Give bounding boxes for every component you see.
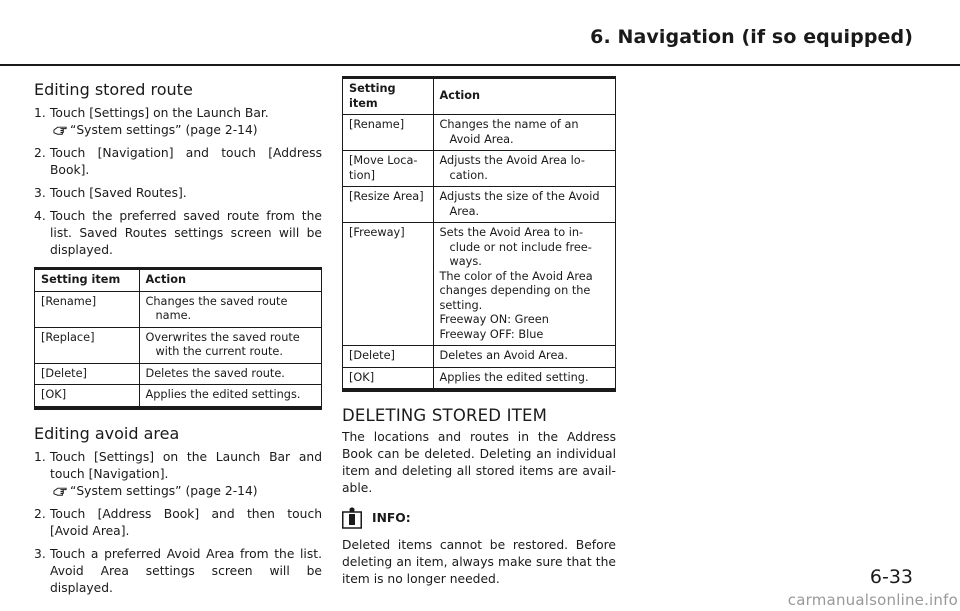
table-row <box>343 346 615 368</box>
action-note: Freeway ON: Green <box>439 313 549 326</box>
action-cell: Sets the Avoid Area to in- clude or not include free- ways. The color of the Avoid Area changes depending on the setting. Freeway ON: Green Freeway OFF: Blue <box>433 223 615 346</box>
action-cell: Changes the name of an Avoid Area. <box>433 115 615 151</box>
step-number: 1. <box>34 106 46 120</box>
table-header-row <box>35 270 321 291</box>
editing-route-steps <box>34 105 322 259</box>
info-callout <box>342 507 616 529</box>
list-item <box>34 546 322 597</box>
pointing-hand-icon <box>53 123 68 137</box>
list-item <box>34 145 322 179</box>
page-header <box>0 0 960 66</box>
page-number: 6-33 <box>869 566 913 588</box>
setting-item-cell: [Rename] <box>35 291 139 327</box>
setting-item-cell: [OK] <box>343 367 433 389</box>
action-cell: Applies the edited setting. <box>433 367 615 389</box>
section-heading-deleting: DELETING STORED ITEM <box>342 406 548 425</box>
table-row <box>343 187 615 223</box>
column-header-setting-item: Setting item <box>343 79 433 115</box>
action-cell: Deletes an Avoid Area. <box>433 346 615 368</box>
section-heading-editing-area: Editing avoid area <box>34 423 180 443</box>
action-cell: Deletes the saved route. <box>139 363 321 385</box>
setting-item-cell: [Delete] <box>343 346 433 368</box>
setting-item-cell: [Freeway] <box>343 223 433 346</box>
action-cell: Changes the saved route name. <box>139 291 321 327</box>
step-number: 3. <box>34 186 46 200</box>
avoid-area-settings-table <box>342 76 616 392</box>
table-row <box>343 367 615 389</box>
info-icon <box>342 507 362 529</box>
list-item <box>34 185 322 202</box>
setting-item-cell: [Resize Area] <box>343 187 433 223</box>
watermark: carmanualsonline.info <box>787 591 958 609</box>
reference-link[interactable] <box>50 483 322 500</box>
info-body-text: Deleted items cannot be restored. Before deleting an item, always make sure that the item is no longer needed. <box>342 538 616 586</box>
action-cell: Adjusts the Avoid Area lo- cation. <box>433 151 615 187</box>
column-header-action: Action <box>139 270 321 291</box>
header-rule <box>0 64 960 66</box>
setting-item-cell: [Move Loca- tion] <box>343 151 433 187</box>
action-note: Freeway OFF: Blue <box>439 327 544 341</box>
setting-item-cell: [Delete] <box>35 363 139 385</box>
table-row <box>35 363 321 385</box>
column-header-action: Action <box>433 79 615 115</box>
action-cell: Overwrites the saved route with the current route. <box>139 327 321 363</box>
step-number: 4. <box>34 209 46 223</box>
table-row <box>35 327 321 363</box>
step-number: 2. <box>34 506 46 521</box>
list-item <box>34 105 322 139</box>
left-column <box>34 76 322 603</box>
table-row <box>35 291 321 327</box>
step-text: Touch a preferred Avoid Area from the list. Avoid Area settings screen will be displayed. <box>50 546 322 595</box>
action-cell: Applies the edited settings. <box>139 385 321 407</box>
step-text: Touch [Address Book] and then touch [Avoid Area]. <box>50 506 322 538</box>
action-cell: Adjusts the size of the Avoid Area. <box>433 187 615 223</box>
table-row <box>35 385 321 407</box>
chapter-title: 6. Navigation (if so equipped) <box>590 26 913 48</box>
table-row <box>343 115 615 151</box>
setting-item-cell: [Replace] <box>35 327 139 363</box>
step-number: 2. <box>34 146 46 160</box>
step-text: Touch [Navigation] and touch [Address Book]. <box>50 146 322 177</box>
step-number: 3. <box>34 546 46 561</box>
reference-text: “System settings” (page 2-14) <box>70 483 258 498</box>
action-note: The color of the Avoid Area changes depending on the setting. <box>439 269 593 312</box>
pointing-hand-icon <box>53 484 68 498</box>
reference-text: “System settings” (page 2-14) <box>70 123 258 137</box>
table-row <box>343 151 615 187</box>
table-header-row <box>343 79 615 115</box>
step-text: Touch the preferred saved route from the list. Saved Routes settings screen will be displayed. <box>50 209 322 257</box>
step-text: Touch [Settings] on the Launch Bar. <box>50 106 269 120</box>
info-label: INFO: <box>372 511 411 525</box>
reference-link[interactable] <box>50 122 322 139</box>
setting-item-cell: [OK] <box>35 385 139 407</box>
step-text: Touch [Settings] on the Launch Bar and touch [Navigation]. <box>50 449 322 481</box>
saved-route-settings-table <box>34 267 322 410</box>
deleting-body-text: The locations and routes in the Address Book can be deleted. Deleting an individual item and deleting all stored items are avail- able. <box>342 430 616 495</box>
middle-column <box>342 76 616 588</box>
list-item <box>34 506 322 540</box>
column-header-setting-item: Setting item <box>35 270 139 291</box>
step-text: Touch [Saved Routes]. <box>50 186 187 200</box>
list-item <box>34 208 322 259</box>
list-item <box>34 449 322 500</box>
step-number: 1. <box>34 449 46 464</box>
table-row <box>343 223 615 346</box>
setting-item-cell: [Rename] <box>343 115 433 151</box>
section-heading-editing-route: Editing stored route <box>34 80 193 99</box>
editing-area-steps <box>34 449 322 597</box>
